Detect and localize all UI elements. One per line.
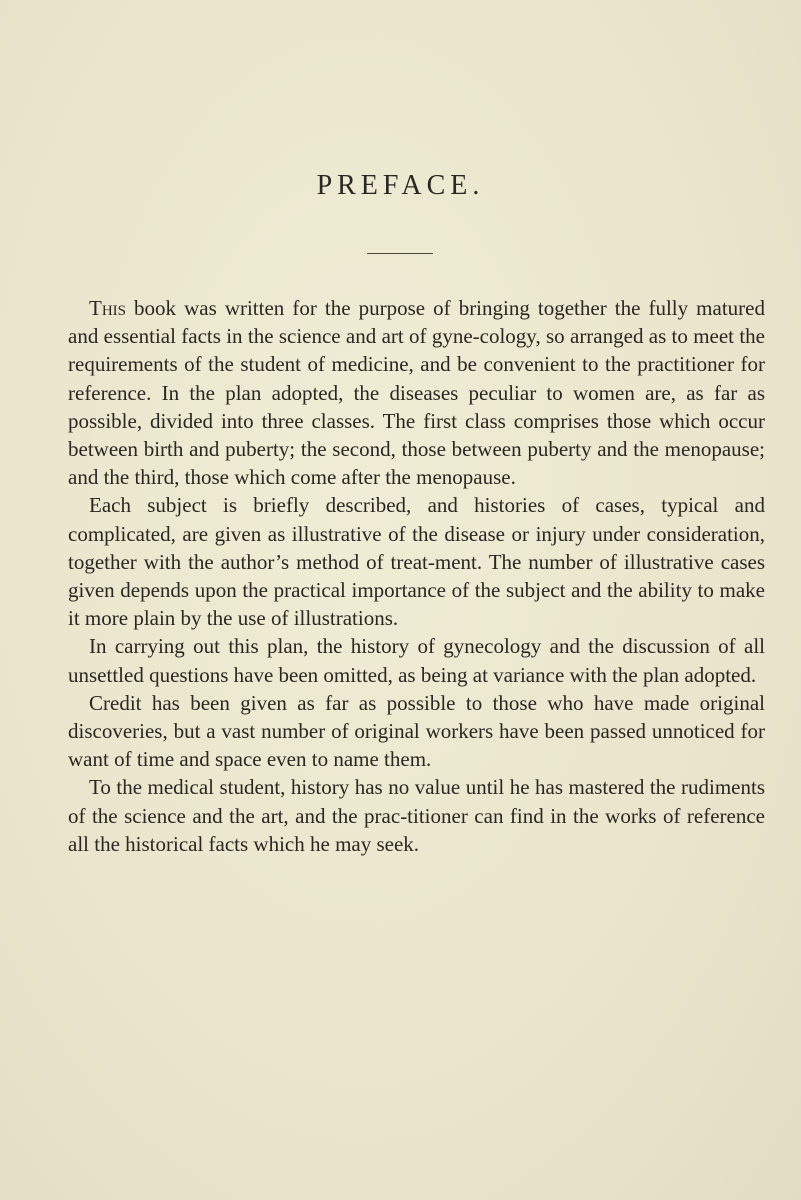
paragraph-3: In carrying out this plan, the history of gynecology and the discussion of all unsettled questions have been omitted, as being at variance with the plan adopted. <box>68 634 765 687</box>
paragraph-2: Each subject is briefly described, and histories of cases, typical and complicated, are given as illustrative of the disease or injury under consideration, together with the author’s method of treat-ment. The number of illustrative cases given depends upon the practical importance of the subject and the ability to make it more plain by the use of illustrations. <box>68 493 765 631</box>
paragraph-4: Credit has been given as far as possible to those who have made original discoveries, but a vast number of original workers have been passed unnoticed for want of time and space even to name them. <box>68 690 765 772</box>
page-heading: PREFACE. <box>316 170 485 201</box>
heading-divider <box>367 253 433 254</box>
paragraph-1 <box>68 294 765 491</box>
paragraph-5: To the medical student, history has no value until he has mastered the rudiments of the science and the art, and the prac-titioner can find in the works of reference all the historical facts which he may seek. <box>68 775 765 856</box>
preface-body <box>68 294 765 858</box>
paragraph-1-lead: This <box>89 296 126 320</box>
paragraph-1-text: book was written for the purpose of bringing together the fully matured and essential facts in the science and art of gyne-cology, so arranged as to meet the requirements of the student of medicine, and be convenient to the practitioner for reference. In the plan adopted, the diseases peculiar to women are, as far as possible, divided into three classes. The first class comprises those which occur between birth and puberty; the second, those between puberty and the menopause; and the third, those which come after the menopause. <box>68 296 765 490</box>
